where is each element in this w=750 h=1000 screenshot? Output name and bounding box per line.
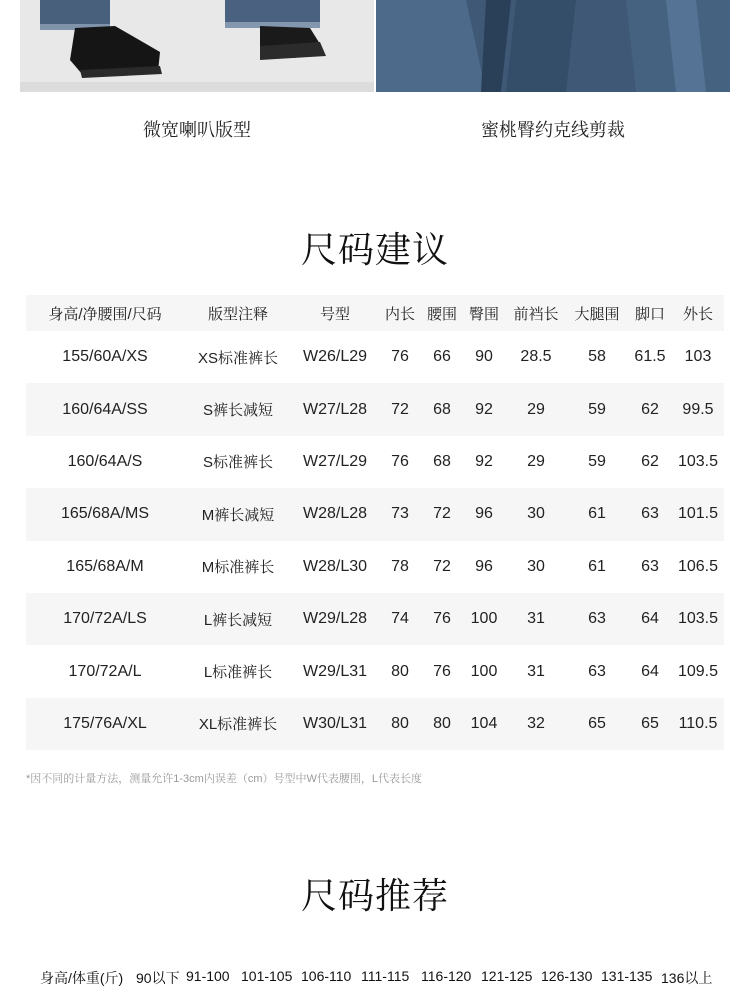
size-chart-header-row: [26, 295, 724, 331]
cell-front-rise: 30: [506, 488, 566, 540]
cell-fit-note: S标准裤长: [202, 454, 273, 472]
cell-code: W27/L28: [292, 383, 378, 435]
product-photo-right: [376, 0, 730, 92]
cell-hip: 92: [475, 452, 493, 470]
rec-col-weight-range: 90以下: [136, 970, 180, 986]
cell-code: W28/L28: [292, 488, 378, 540]
cell-outseam: 99.5: [672, 383, 724, 435]
rec-col-weight-range: 126-130: [541, 968, 593, 984]
col-size-code: 号型: [292, 295, 378, 331]
cell-waist: 76: [433, 662, 451, 680]
col-inseam: 内长: [378, 295, 422, 331]
cell-outseam: 101.5: [672, 488, 724, 540]
cell-hem: 63: [628, 488, 672, 540]
measurement-note: *因不同的计量方法，测量允许1-3cm内误差（cm）号型中W代表腰围，L代表长度: [26, 773, 423, 785]
cell-inseam: 78: [391, 557, 409, 575]
rec-col-weight-range: 116-120: [421, 968, 472, 984]
cell-hem: 62: [641, 452, 659, 470]
cell-thigh: 59: [588, 452, 606, 470]
cell-waist: 66: [433, 348, 451, 366]
cell-fit-note: L裤长减短: [184, 593, 292, 645]
cell-thigh: 61: [588, 557, 606, 575]
product-photo-left: [20, 0, 374, 92]
cell-hem: 62: [628, 383, 672, 435]
col-hem: 脚口: [628, 295, 672, 331]
cell-hip: 100: [462, 593, 506, 645]
cell-code: W30/L31: [292, 698, 378, 750]
cell-outseam: 110.5: [672, 698, 724, 750]
cell-code: W26/L29: [302, 348, 368, 366]
cell-outseam: 109.5: [677, 662, 719, 680]
col-height-waist-size: 身高/净腰围/尺码: [26, 295, 184, 331]
cell-front-rise: 32: [506, 698, 566, 750]
rec-col-weight-range: 91-100: [186, 968, 230, 984]
cell-size: 160/64A/SS: [26, 383, 184, 435]
cell-waist: 76: [422, 593, 462, 645]
cell-hip: 96: [475, 557, 493, 575]
cell-outseam: 103.5: [672, 593, 724, 645]
cell-hip: 92: [462, 383, 506, 435]
col-fit-note: 版型注释: [184, 295, 292, 331]
cell-inseam: 73: [378, 488, 422, 540]
cell-inseam: 72: [378, 383, 422, 435]
rec-col-weight-range: 111-115: [361, 968, 410, 984]
cell-fit-note: XS标准裤长: [197, 349, 278, 367]
cell-hem: 65: [628, 698, 672, 750]
recommendation-header-row: [40, 968, 711, 988]
size-chart-table: [26, 295, 724, 750]
cell-thigh: 63: [566, 593, 628, 645]
cell-code: W27/L29: [302, 452, 368, 470]
cell-inseam: 76: [391, 452, 409, 470]
cell-hem: 61.5: [634, 348, 666, 366]
cell-waist: 72: [433, 557, 451, 575]
cell-front-rise: 28.5: [520, 348, 552, 366]
cell-size: 160/64A/S: [67, 452, 143, 470]
cell-size: 170/72A/L: [68, 662, 142, 680]
caption-yoke-cut: 蜜桃臀约克线剪裁: [481, 120, 625, 140]
table-row: [26, 645, 724, 697]
table-row: [26, 383, 724, 435]
cell-code: W28/L30: [302, 557, 368, 575]
cell-front-rise: 30: [527, 557, 545, 575]
col-thigh: 大腿围: [566, 295, 628, 331]
cell-hip: 90: [475, 348, 493, 366]
cell-waist: 68: [433, 452, 451, 470]
cell-hem: 64: [641, 662, 659, 680]
cell-thigh: 65: [566, 698, 628, 750]
cell-thigh: 61: [566, 488, 628, 540]
cell-fit-note: XL标准裤长: [184, 698, 292, 750]
cell-hem: 64: [628, 593, 672, 645]
col-waist: 腰围: [422, 295, 462, 331]
cell-size: 165/68A/MS: [26, 488, 184, 540]
table-row: [26, 541, 724, 593]
cell-waist: 72: [422, 488, 462, 540]
cell-front-rise: 31: [527, 662, 545, 680]
caption-flare-fit: 微宽喇叭版型: [143, 120, 251, 140]
size-suggestion-title: 尺码建议: [300, 229, 449, 270]
cell-front-rise: 29: [506, 383, 566, 435]
cell-fit-note: L标准裤长: [203, 664, 273, 682]
cell-outseam: 103: [684, 348, 712, 366]
rec-col-weight-range: 101-105: [241, 968, 293, 984]
cell-hip: 100: [470, 662, 498, 680]
rec-col-weight-range: 131-135: [601, 968, 653, 984]
table-row: [26, 593, 724, 645]
rec-col-height-weight: 身高/体重(斤): [40, 970, 124, 986]
cell-hem: 63: [641, 557, 659, 575]
cell-size: 175/76A/XL: [26, 698, 184, 750]
rec-col-weight-range: 121-125: [481, 968, 533, 984]
cell-inseam: 76: [391, 348, 409, 366]
table-row: [26, 488, 724, 540]
cell-inseam: 80: [391, 662, 409, 680]
col-front-rise: 前裆长: [506, 295, 566, 331]
cell-outseam: 103.5: [677, 452, 719, 470]
cell-thigh: 58: [588, 348, 606, 366]
cell-thigh: 59: [566, 383, 628, 435]
rec-col-weight-range: 106-110: [301, 968, 352, 984]
cell-size: 170/72A/LS: [26, 593, 184, 645]
cell-inseam: 74: [378, 593, 422, 645]
cell-fit-note: S裤长减短: [184, 383, 292, 435]
jeans-detail-photo: [376, 0, 730, 92]
cell-code: W29/L31: [302, 662, 368, 680]
table-row: [26, 331, 724, 383]
jeans-boots-photo: [20, 0, 374, 92]
cell-waist: 80: [422, 698, 462, 750]
size-recommendation-title: 尺码推荐: [300, 875, 449, 916]
cell-front-rise: 29: [527, 452, 545, 470]
cell-hip: 96: [462, 488, 506, 540]
cell-size: 165/68A/M: [66, 557, 144, 575]
cell-hip: 104: [462, 698, 506, 750]
col-outseam: 外长: [672, 295, 724, 331]
cell-code: W29/L28: [292, 593, 378, 645]
col-hip: 臀围: [462, 295, 506, 331]
cell-fit-note: M裤长减短: [184, 488, 292, 540]
cell-inseam: 80: [378, 698, 422, 750]
cell-size: 155/60A/XS: [62, 348, 148, 366]
cell-fit-note: M标准裤长: [201, 559, 275, 577]
table-row: [26, 436, 724, 488]
table-row: [26, 698, 724, 750]
cell-outseam: 106.5: [677, 557, 719, 575]
cell-waist: 68: [422, 383, 462, 435]
rec-col-weight-range: 136以上: [661, 970, 713, 986]
cell-front-rise: 31: [506, 593, 566, 645]
cell-thigh: 63: [588, 662, 606, 680]
